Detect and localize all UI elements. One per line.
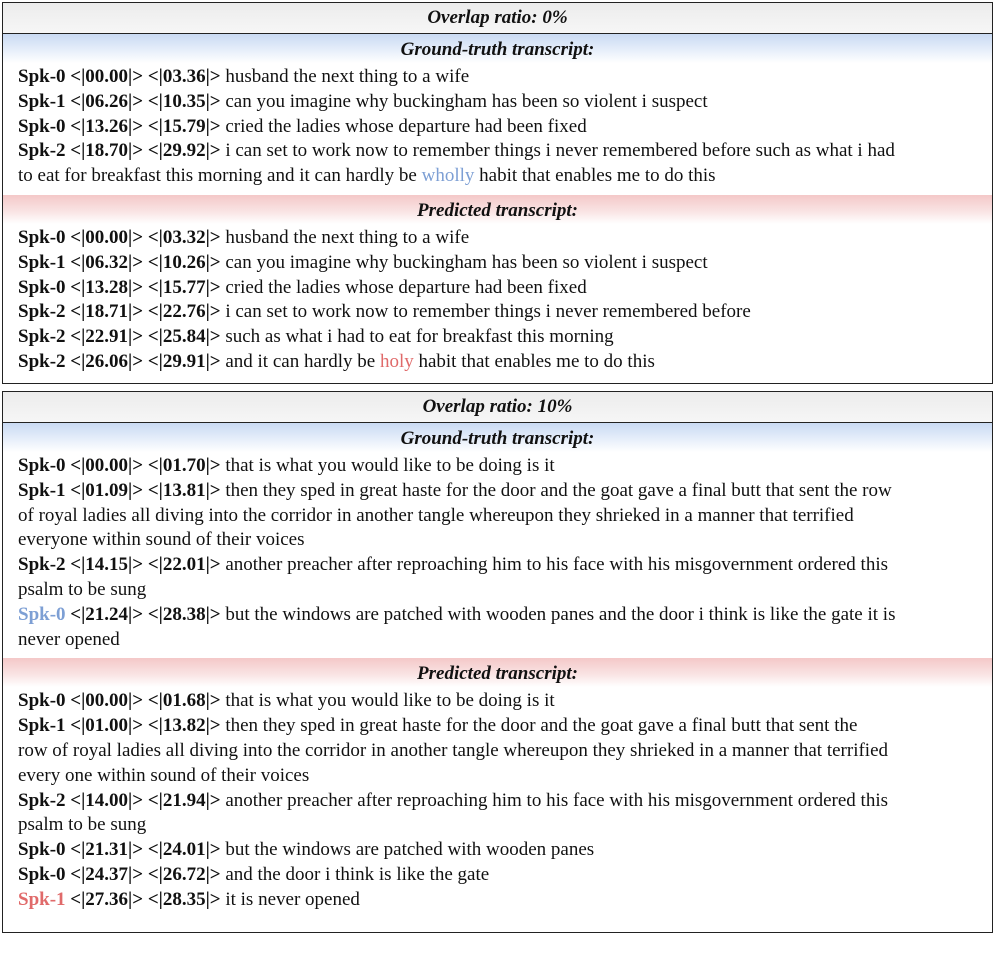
speaker-label: Spk-2	[18, 301, 66, 323]
speaker-label: Spk-2	[18, 326, 66, 348]
speaker-label: Spk-0	[18, 226, 66, 248]
speaker-label: Spk-1	[18, 251, 66, 273]
end-time: <|29.92|>	[147, 140, 221, 162]
speaker-label: Spk-1	[18, 888, 66, 910]
speaker-label: Spk-0	[18, 115, 66, 137]
end-time: <|22.76|>	[147, 301, 221, 323]
end-time: <|13.82|>	[147, 715, 221, 737]
transcript-line	[18, 300, 980, 325]
end-time: <|26.72|>	[147, 863, 221, 885]
utterance-text: then they sped in great haste for the door and the goat gave a final butt that sent the row	[225, 479, 892, 501]
start-time: <|14.00|>	[70, 789, 144, 811]
start-time: <|24.37|>	[70, 863, 144, 885]
end-time: <|25.84|>	[147, 326, 221, 348]
transcript-line	[18, 325, 980, 350]
transcript-line-continuation: of royal ladies all diving into the corridor in another tangle whereupon they shrieked in a manner that terrified	[18, 504, 854, 526]
utterance-text: i can set to work now to remember things i never remembered before such as what i had	[225, 140, 895, 162]
speaker-label: Spk-0	[18, 603, 66, 625]
utterance-text: cried the ladies whose departure had been fixed	[225, 115, 587, 137]
speaker-label: Spk-2	[18, 789, 66, 811]
transcript-line-continuation: psalm to be sung	[18, 578, 147, 600]
utterance-text: can you imagine why buckingham has been so violent i suspect	[225, 251, 708, 273]
end-time: <|01.70|>	[147, 455, 221, 476]
transcript-line	[18, 276, 980, 301]
end-time: <|15.77|>	[147, 276, 221, 298]
overlap-10-panel	[2, 391, 993, 933]
speaker-label: Spk-0	[18, 863, 66, 885]
transcript-line	[18, 115, 980, 140]
transcript-line	[18, 553, 980, 578]
end-time: <|28.38|>	[147, 603, 221, 625]
start-time: <|00.00|>	[70, 226, 144, 248]
end-time: <|15.79|>	[147, 115, 221, 137]
speaker-label: Spk-2	[18, 350, 66, 372]
transcript-line	[18, 454, 980, 479]
transcript-line-continuation: every one within sound of their voices	[18, 764, 310, 786]
end-time: <|01.68|>	[147, 690, 221, 712]
end-time: <|10.35|>	[147, 90, 221, 112]
start-time: <|13.26|>	[70, 115, 144, 137]
utterance-text: and it can hardly be	[225, 350, 380, 372]
utterance-text: husband the next thing to a wife	[225, 66, 470, 87]
transcript-line-continuation: never opened	[18, 628, 120, 650]
highlighted-word: wholly	[421, 165, 475, 187]
transcript-line	[18, 689, 980, 714]
transcript-line	[18, 603, 980, 628]
predicted-header: Predicted transcript:	[3, 195, 992, 224]
utterance-text: can you imagine why buckingham has been so violent i suspect	[225, 90, 708, 112]
end-time: <|22.01|>	[147, 554, 221, 576]
speaker-label: Spk-0	[18, 455, 66, 476]
utterance-text: habit that enables me to do this	[474, 165, 716, 187]
start-time: <|01.00|>	[70, 715, 144, 737]
ground-truth-lines	[3, 452, 992, 652]
utterance-text: another preacher after reproaching him to his face with his misgovernment ordered this	[225, 789, 888, 811]
speaker-label: Spk-1	[18, 90, 66, 112]
transcript-line-continuation	[18, 164, 980, 189]
ground-truth-lines	[3, 63, 992, 189]
transcript-line-continuation: everyone within sound of their voices	[18, 529, 305, 551]
transcript-line	[18, 714, 980, 739]
speaker-label: Spk-0	[18, 66, 66, 87]
start-time: <|18.71|>	[70, 301, 144, 323]
start-time: <|06.32|>	[70, 251, 144, 273]
start-time: <|00.00|>	[70, 455, 144, 476]
start-time: <|13.28|>	[70, 276, 144, 298]
utterance-text: but the windows are patched with wooden panes	[225, 839, 595, 861]
utterance-text: husband the next thing to a wife	[225, 226, 470, 248]
speaker-label: Spk-2	[18, 140, 66, 162]
transcript-line	[18, 350, 980, 375]
ground-truth-header: Ground-truth transcript:	[3, 423, 992, 452]
start-time: <|14.15|>	[70, 554, 144, 576]
end-time: <|29.91|>	[147, 350, 221, 372]
speaker-label: Spk-2	[18, 554, 66, 576]
transcript-line	[18, 838, 980, 863]
start-time: <|21.31|>	[70, 839, 144, 861]
transcript-line	[18, 789, 980, 814]
end-time: <|10.26|>	[147, 251, 221, 273]
predicted-lines	[3, 224, 992, 375]
speaker-label: Spk-0	[18, 276, 66, 298]
end-time: <|28.35|>	[147, 888, 221, 910]
speaker-label: Spk-1	[18, 479, 66, 501]
transcript-line-continuation: psalm to be sung	[18, 814, 147, 836]
utterance-text: habit that enables me to do this	[413, 350, 655, 372]
start-time: <|26.06|>	[70, 350, 144, 372]
speaker-label: Spk-1	[18, 715, 66, 737]
transcript-line	[18, 139, 980, 164]
start-time: <|22.91|>	[70, 326, 144, 348]
transcript-line	[18, 479, 980, 504]
end-time: <|03.32|>	[147, 226, 221, 248]
start-time: <|01.09|>	[70, 479, 144, 501]
start-time: <|00.00|>	[70, 690, 144, 712]
utterance-text: it is never opened	[225, 888, 360, 910]
transcript-line	[18, 90, 980, 115]
transcript-line	[18, 251, 980, 276]
start-time: <|06.26|>	[70, 90, 144, 112]
utterance-text: that is what you would like to be doing is it	[225, 455, 555, 476]
transcript-line	[18, 888, 980, 913]
utterance-text: but the windows are patched with wooden panes and the door i think is like the gate it is	[225, 603, 896, 625]
end-time: <|03.36|>	[147, 66, 221, 87]
transcript-line	[18, 863, 980, 888]
overlap-0-panel	[2, 2, 993, 384]
start-time: <|27.36|>	[70, 888, 144, 910]
transcript-line-continuation: row of royal ladies all diving into the corridor in another tangle whereupon they shrieked in a manner that terrified	[18, 739, 889, 761]
start-time: <|21.24|>	[70, 603, 144, 625]
overlap-ratio-title: Overlap ratio: 0%	[3, 3, 992, 34]
ground-truth-header: Ground-truth transcript:	[3, 34, 992, 63]
utterance-text: i can set to work now to remember things i never remembered before	[225, 301, 751, 323]
speaker-label: Spk-0	[18, 839, 66, 861]
transcript-line	[18, 226, 980, 251]
utterance-text: and the door i think is like the gate	[225, 863, 490, 885]
highlighted-word: holy	[379, 350, 414, 372]
utterance-text: that is what you would like to be doing is it	[225, 690, 555, 712]
end-time: <|24.01|>	[147, 839, 221, 861]
predicted-header: Predicted transcript:	[3, 658, 992, 687]
utterance-text: cried the ladies whose departure had been fixed	[225, 276, 587, 298]
utterance-text: to eat for breakfast this morning and it can hardly be	[18, 165, 422, 187]
start-time: <|00.00|>	[70, 66, 144, 87]
overlap-ratio-title: Overlap ratio: 10%	[3, 392, 992, 423]
end-time: <|21.94|>	[147, 789, 221, 811]
utterance-text: then they sped in great haste for the door and the goat gave a final butt that sent the	[225, 715, 858, 737]
utterance-text: another preacher after reproaching him to his face with his misgovernment ordered this	[225, 554, 888, 576]
speaker-label: Spk-0	[18, 690, 66, 712]
predicted-lines	[3, 687, 992, 912]
utterance-text: such as what i had to eat for breakfast this morning	[225, 326, 614, 348]
transcript-line	[18, 65, 980, 90]
start-time: <|18.70|>	[70, 140, 144, 162]
end-time: <|13.81|>	[147, 479, 221, 501]
